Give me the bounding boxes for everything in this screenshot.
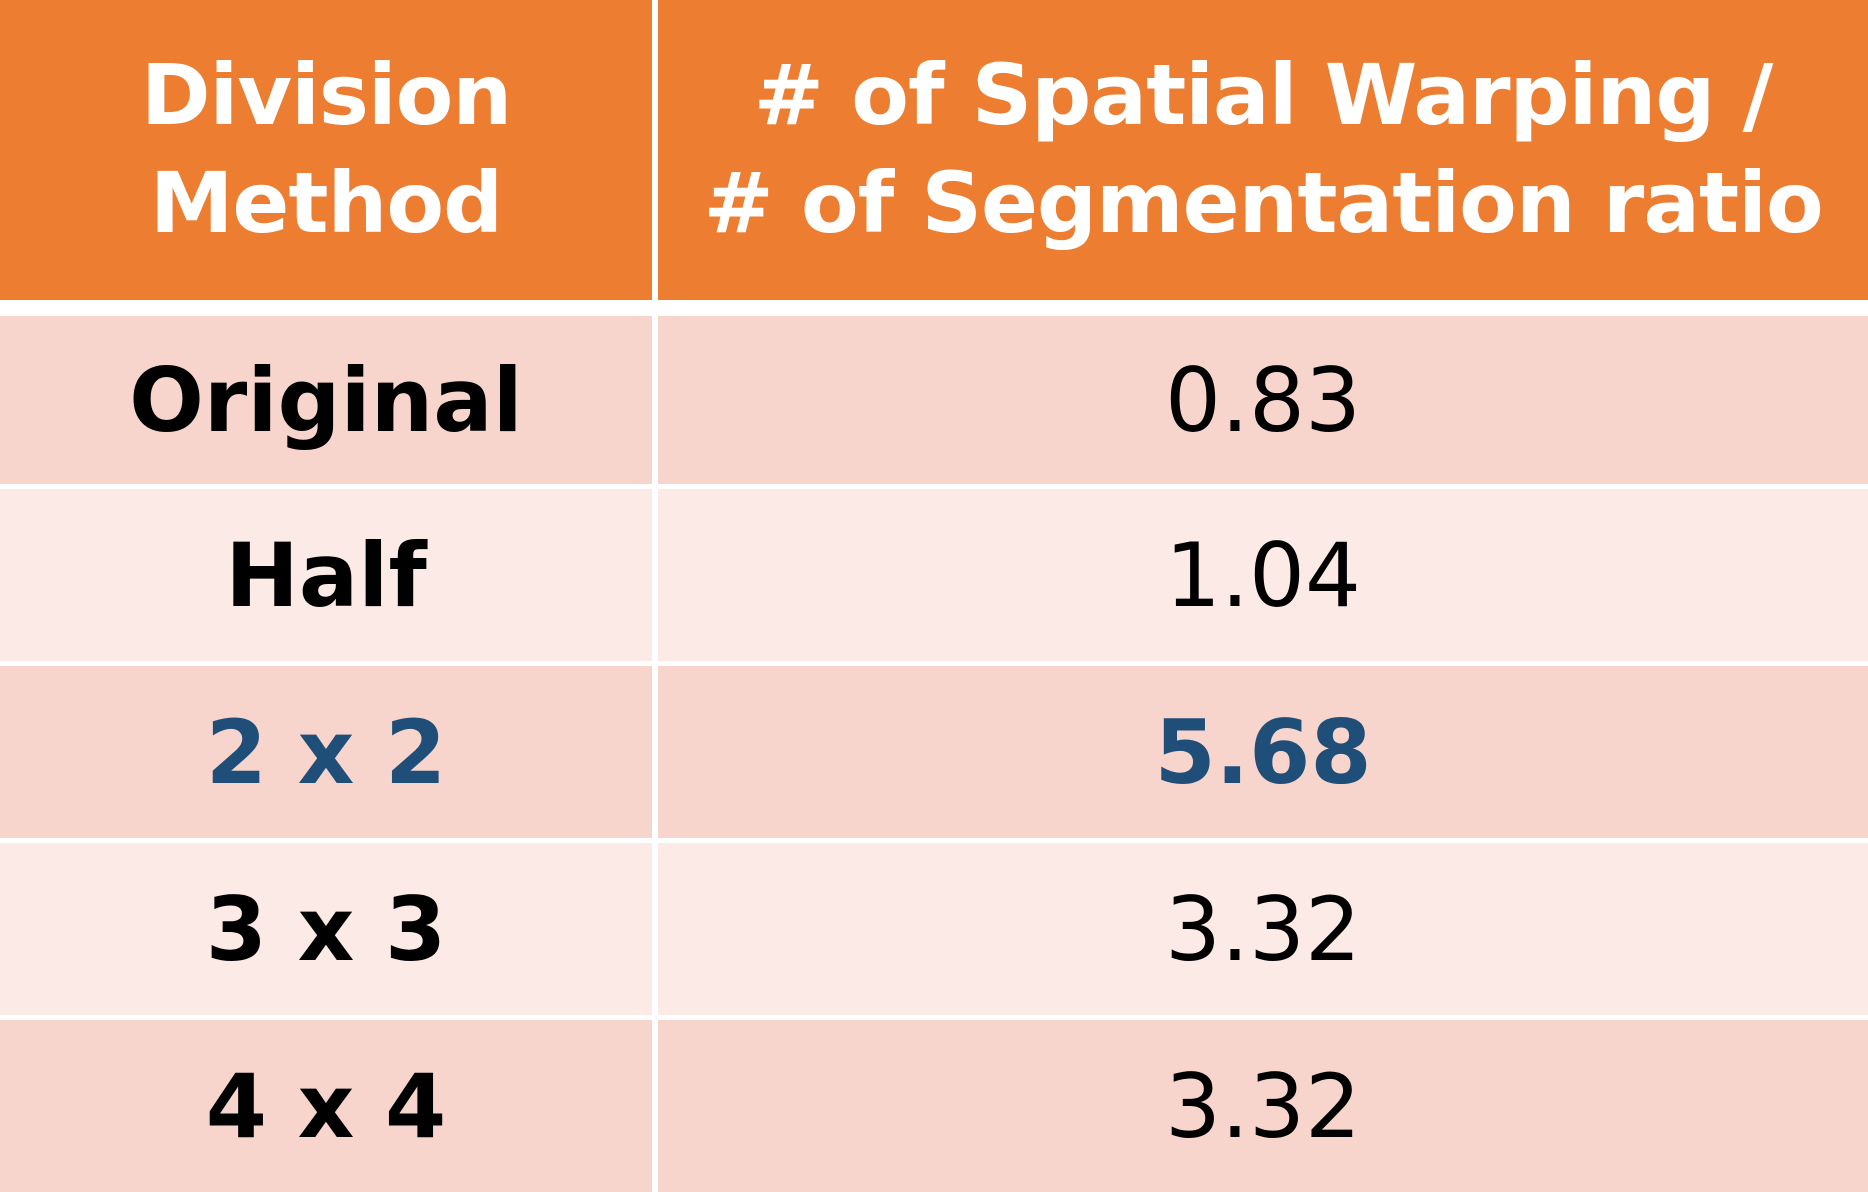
method-cell: Half: [0, 484, 658, 661]
method-cell: 3 x 3: [0, 838, 658, 1015]
ratio-cell: 5.68: [658, 661, 1868, 838]
header-line: Method: [149, 154, 503, 252]
table-row-highlighted: [0, 661, 1868, 838]
ratio-cell: 1.04: [658, 484, 1868, 661]
header-line: Division: [140, 46, 512, 145]
ratio-cell: 3.32: [658, 1015, 1868, 1192]
method-cell: 2 x 2: [0, 661, 658, 838]
table-row: [0, 316, 1868, 484]
method-cell: Original: [0, 316, 658, 484]
table-row: [0, 838, 1868, 1015]
column-header-division-method: [0, 0, 658, 316]
header-line: # of Segmentation ratio: [703, 154, 1823, 252]
column-header-ratio: [658, 0, 1868, 316]
table-row: [0, 484, 1868, 661]
ratio-cell: 3.32: [658, 838, 1868, 1015]
header-row: [0, 0, 1868, 316]
ratio-cell: 0.83: [658, 316, 1868, 484]
table-row: [0, 1015, 1868, 1192]
header-line: # of Spatial Warping /: [753, 46, 1773, 145]
method-cell: 4 x 4: [0, 1015, 658, 1192]
